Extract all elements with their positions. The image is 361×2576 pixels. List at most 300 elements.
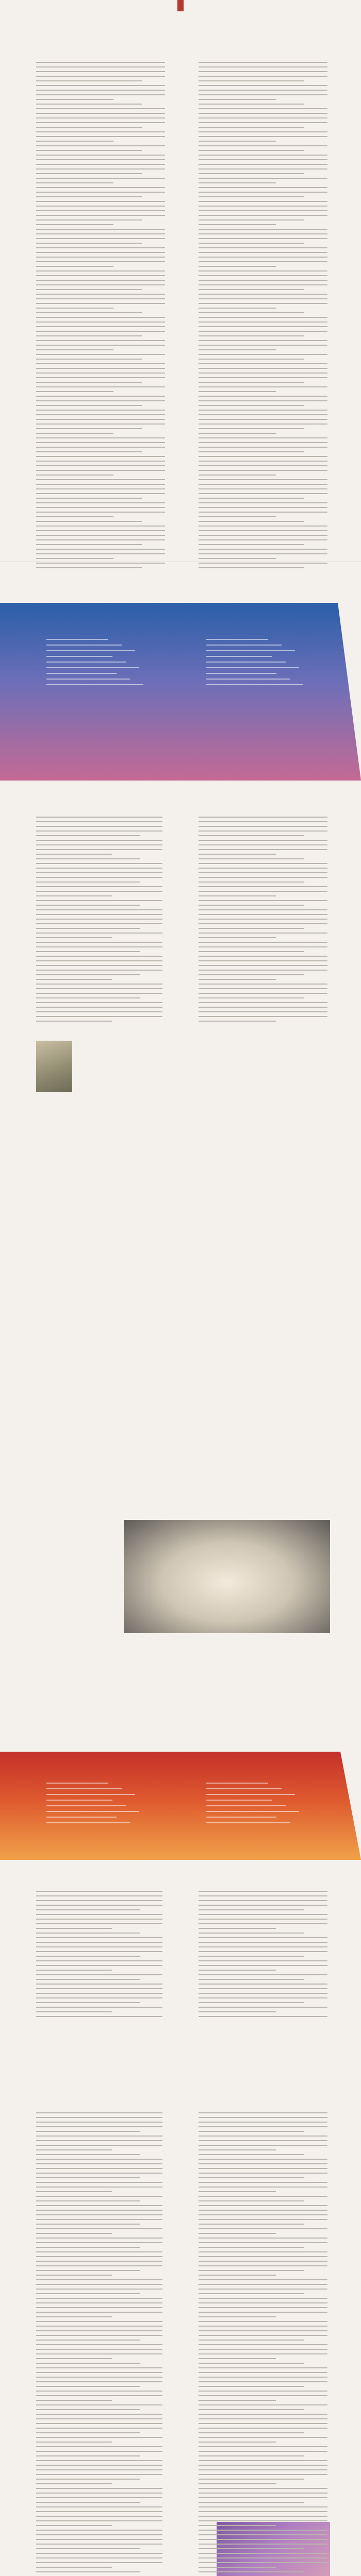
toc-line-placeholder (46, 645, 122, 646)
text-line-placeholder (199, 76, 327, 77)
text-line-placeholder (199, 2016, 327, 2017)
text-line-placeholder (36, 423, 165, 425)
text-line-placeholder (199, 567, 304, 568)
text-line-placeholder (36, 549, 165, 550)
text-line-placeholder (36, 2275, 112, 2276)
text-line-placeholder (36, 377, 165, 378)
text-line-placeholder (36, 437, 165, 438)
spread-1-left-column (36, 62, 165, 572)
text-line-placeholder (36, 85, 165, 86)
text-line-placeholder (36, 210, 165, 211)
text-line-placeholder (36, 474, 113, 476)
text-line-placeholder (36, 196, 142, 197)
text-line-placeholder (199, 1979, 304, 1980)
text-line-placeholder (36, 2200, 140, 2201)
text-line-placeholder (199, 488, 327, 489)
text-line-placeholder (199, 474, 276, 476)
text-line-placeholder (36, 108, 165, 109)
text-line-placeholder (36, 2131, 140, 2132)
text-line-placeholder (36, 942, 162, 943)
text-line-placeholder (36, 2428, 162, 2429)
text-line-placeholder (36, 456, 165, 457)
text-line-placeholder (199, 428, 304, 429)
text-line-placeholder (36, 1993, 162, 1994)
text-line-placeholder (199, 321, 327, 323)
text-line-placeholder (199, 997, 304, 998)
text-line-placeholder (36, 2502, 140, 2503)
text-line-placeholder (36, 224, 113, 225)
text-line-placeholder (36, 2140, 162, 2141)
text-line-placeholder (199, 2149, 276, 2150)
text-line-placeholder (199, 900, 327, 901)
text-line-placeholder (199, 2191, 276, 2192)
text-line-placeholder (199, 516, 276, 517)
text-line-placeholder (36, 465, 165, 466)
text-line-placeholder (36, 2187, 162, 2188)
text-line-placeholder (199, 2312, 327, 2313)
text-line-placeholder (199, 2340, 304, 2341)
text-line-placeholder (199, 2404, 327, 2405)
text-line-placeholder (36, 2316, 112, 2317)
text-line-placeholder (36, 858, 140, 859)
text-line-placeholder (199, 2187, 327, 2188)
text-line-placeholder (36, 308, 113, 309)
text-line-placeholder (36, 530, 165, 531)
text-line-placeholder (36, 80, 142, 81)
text-line-placeholder (36, 2126, 162, 2127)
toc-line-placeholder (46, 1788, 122, 1789)
toc-line-placeholder (46, 679, 130, 680)
text-line-placeholder (199, 405, 304, 406)
text-line-placeholder (36, 868, 162, 869)
text-line-placeholder (199, 99, 276, 100)
toc-line-placeholder (46, 650, 135, 651)
text-line-placeholder (36, 2423, 162, 2424)
text-line-placeholder (199, 965, 327, 966)
text-line-placeholder (36, 965, 162, 966)
text-line-placeholder (199, 886, 327, 887)
toc-line-placeholder (206, 639, 268, 640)
text-line-placeholder (199, 1984, 327, 1985)
text-line-placeholder (36, 2312, 162, 2313)
toc-line-placeholder (46, 656, 112, 657)
text-line-placeholder (199, 2219, 327, 2220)
text-line-placeholder (199, 479, 327, 480)
text-line-placeholder (36, 2233, 112, 2234)
text-line-placeholder (36, 2298, 162, 2299)
text-line-placeholder (36, 303, 165, 304)
text-line-placeholder (199, 484, 327, 485)
text-line-placeholder (199, 535, 327, 536)
toc-1-corner-cut (338, 603, 361, 781)
text-line-placeholder (36, 974, 140, 975)
toc-line-placeholder (46, 662, 126, 663)
text-line-placeholder (36, 372, 165, 374)
text-line-placeholder (36, 2344, 162, 2345)
text-line-placeholder (199, 2344, 327, 2345)
text-line-placeholder (36, 567, 142, 568)
text-line-placeholder (199, 400, 327, 401)
text-line-placeholder (199, 502, 327, 503)
text-line-placeholder (36, 2228, 162, 2229)
text-line-placeholder (199, 261, 327, 262)
text-line-placeholder (36, 187, 165, 188)
text-line-placeholder (199, 71, 327, 72)
text-line-placeholder (36, 970, 162, 971)
text-line-placeholder (199, 391, 276, 392)
text-line-placeholder (199, 2488, 327, 2489)
text-line-placeholder (199, 858, 304, 859)
text-line-placeholder (36, 368, 165, 369)
text-line-placeholder (36, 238, 165, 239)
text-line-placeholder (199, 247, 327, 248)
text-line-placeholder (199, 340, 327, 341)
text-line-placeholder (36, 261, 165, 262)
text-line-placeholder (199, 1011, 327, 1012)
text-line-placeholder (36, 2016, 162, 2017)
text-line-placeholder (36, 2191, 112, 2192)
text-line-placeholder (199, 363, 327, 364)
text-line-placeholder (36, 317, 165, 318)
toc-2-right-items (206, 1783, 309, 1828)
toc-line-placeholder (46, 1794, 135, 1795)
text-line-placeholder (36, 2391, 162, 2392)
text-line-placeholder (36, 563, 165, 564)
text-line-placeholder (199, 2479, 304, 2480)
text-line-placeholder (199, 2544, 327, 2545)
text-line-placeholder (36, 2238, 162, 2239)
text-line-placeholder (199, 298, 327, 299)
text-line-placeholder (36, 2571, 140, 2572)
text-line-placeholder (36, 1937, 162, 1938)
text-line-placeholder (199, 90, 327, 91)
text-line-placeholder (36, 266, 113, 267)
text-line-placeholder (199, 498, 304, 499)
text-line-placeholder (199, 345, 327, 346)
top-accent-marker (177, 0, 184, 11)
text-line-placeholder (36, 821, 162, 822)
text-line-placeholder (199, 2363, 304, 2364)
text-line-placeholder (199, 308, 276, 309)
text-line-placeholder (199, 553, 327, 554)
text-line-placeholder (36, 2442, 112, 2443)
text-line-placeholder (36, 396, 165, 397)
text-line-placeholder (36, 215, 165, 216)
text-line-placeholder (199, 2391, 327, 2392)
text-line-placeholder (36, 1960, 162, 1961)
text-line-placeholder (199, 544, 304, 545)
text-line-placeholder (36, 1900, 162, 1901)
spread-2-left-column (36, 817, 162, 1025)
text-line-placeholder (36, 1997, 162, 1998)
text-line-placeholder (36, 933, 162, 934)
text-line-placeholder (36, 2256, 162, 2257)
text-line-placeholder (36, 1984, 162, 1985)
text-line-placeholder (199, 2506, 327, 2507)
text-line-placeholder (199, 2562, 327, 2563)
text-line-placeholder (199, 1909, 304, 1910)
text-line-placeholder (36, 984, 162, 985)
text-line-placeholder (36, 62, 165, 63)
text-line-placeholder (199, 1919, 327, 1920)
text-line-placeholder (199, 2284, 327, 2285)
text-line-placeholder (36, 247, 165, 248)
text-line-placeholder (199, 423, 327, 425)
text-line-placeholder (199, 386, 327, 387)
text-line-placeholder (36, 914, 162, 915)
text-line-placeholder (199, 451, 304, 452)
text-line-placeholder (36, 2525, 112, 2526)
text-line-placeholder (36, 1007, 162, 1008)
text-line-placeholder (199, 2131, 304, 2132)
text-line-placeholder (36, 461, 165, 462)
text-line-placeholder (199, 919, 327, 920)
text-line-placeholder (36, 219, 142, 221)
text-line-placeholder (199, 2358, 276, 2359)
text-line-placeholder (199, 117, 327, 118)
text-line-placeholder (199, 914, 327, 915)
text-line-placeholder (199, 2238, 327, 2239)
text-line-placeholder (36, 928, 140, 929)
text-line-placeholder (36, 1923, 162, 1924)
text-line-placeholder (199, 2432, 304, 2433)
text-line-placeholder (36, 2210, 162, 2211)
text-line-placeholder (36, 2520, 162, 2521)
text-line-placeholder (199, 493, 327, 494)
text-line-placeholder (199, 979, 276, 980)
text-line-placeholder (36, 831, 162, 832)
text-line-placeholder (36, 1933, 140, 1934)
text-line-placeholder (36, 2196, 162, 2197)
text-line-placeholder (199, 2460, 327, 2461)
text-line-placeholder (36, 979, 112, 980)
text-line-placeholder (199, 1997, 327, 1998)
text-line-placeholder (199, 2307, 327, 2308)
text-line-placeholder (36, 2395, 162, 2396)
text-line-placeholder (199, 1942, 327, 1943)
text-line-placeholder (199, 2414, 327, 2415)
text-line-placeholder (36, 544, 142, 545)
text-line-placeholder (199, 2163, 327, 2164)
text-line-placeholder (199, 2520, 327, 2521)
text-line-placeholder (36, 521, 142, 522)
toc-line-placeholder (206, 656, 272, 657)
text-line-placeholder (199, 331, 327, 332)
text-line-placeholder (199, 1002, 327, 1003)
text-line-placeholder (36, 2483, 112, 2484)
text-line-placeholder (36, 2149, 112, 2150)
toc-line-placeholder (206, 684, 303, 685)
toc-line-placeholder (46, 1811, 139, 1812)
text-line-placeholder (36, 1965, 162, 1966)
text-line-placeholder (199, 2270, 304, 2271)
text-line-placeholder (199, 372, 327, 374)
text-line-placeholder (36, 192, 165, 193)
text-line-placeholder (199, 238, 327, 239)
text-line-placeholder (199, 127, 304, 128)
text-line-placeholder (36, 2451, 162, 2452)
text-line-placeholder (199, 1016, 327, 1017)
toc-panel-2 (0, 1752, 361, 1860)
text-line-placeholder (199, 1923, 327, 1924)
text-line-placeholder (36, 2511, 162, 2512)
text-line-placeholder (199, 1895, 327, 1896)
toc-line-placeholder (206, 1805, 286, 1806)
text-line-placeholder (36, 2497, 162, 2498)
text-line-placeholder (36, 905, 140, 906)
text-line-placeholder (36, 2261, 162, 2262)
text-line-placeholder (199, 993, 327, 994)
text-line-placeholder (36, 2293, 140, 2294)
text-line-placeholder (36, 2400, 112, 2401)
text-line-placeholder (36, 145, 165, 146)
text-line-placeholder (36, 488, 165, 489)
text-line-placeholder (36, 2145, 162, 2146)
text-line-placeholder (36, 2363, 140, 2364)
text-line-placeholder (36, 2136, 162, 2137)
text-line-placeholder (36, 844, 162, 845)
text-line-placeholder (199, 2400, 276, 2401)
text-line-placeholder (199, 2228, 327, 2229)
text-line-placeholder (199, 289, 304, 290)
text-line-placeholder (36, 882, 140, 883)
toc-line-placeholder (206, 673, 276, 674)
text-line-placeholder (36, 2159, 162, 2160)
text-line-placeholder (199, 317, 327, 318)
text-line-placeholder (36, 2386, 140, 2387)
text-line-placeholder (36, 2173, 162, 2174)
text-line-placeholder (199, 844, 327, 845)
text-line-placeholder (36, 558, 113, 559)
text-line-placeholder (36, 2270, 140, 2271)
text-line-placeholder (36, 359, 142, 360)
text-line-placeholder (199, 956, 327, 957)
text-line-placeholder (36, 155, 165, 156)
spread-1-right-column (199, 62, 327, 572)
text-line-placeholder (199, 465, 327, 466)
text-line-placeholder (199, 2182, 327, 2183)
text-line-placeholder (199, 2548, 304, 2549)
text-line-placeholder (36, 2265, 162, 2266)
text-line-placeholder (36, 2353, 162, 2354)
text-line-placeholder (36, 280, 165, 281)
text-line-placeholder (36, 136, 165, 137)
text-line-placeholder (36, 2488, 162, 2489)
text-line-placeholder (199, 891, 327, 892)
text-line-placeholder (199, 312, 304, 313)
text-line-placeholder (199, 104, 304, 105)
text-line-placeholder (36, 122, 165, 123)
text-line-placeholder (199, 1946, 327, 1947)
text-line-placeholder (199, 558, 276, 559)
text-line-placeholder (199, 2469, 327, 2470)
toc-line-placeholder (206, 1800, 272, 1801)
text-line-placeholder (36, 895, 112, 896)
text-line-placeholder (36, 960, 162, 961)
text-line-placeholder (36, 252, 165, 253)
text-line-placeholder (199, 155, 327, 156)
text-line-placeholder (36, 484, 165, 485)
text-line-placeholder (199, 2502, 304, 2503)
text-line-placeholder (199, 66, 327, 67)
text-line-placeholder (199, 826, 327, 827)
text-line-placeholder (36, 76, 165, 77)
toc-line-placeholder (46, 1822, 130, 1823)
text-line-placeholder (36, 164, 165, 165)
lower-decorative-text-left (36, 2112, 162, 2576)
text-line-placeholder (199, 2377, 327, 2378)
text-line-placeholder (36, 946, 162, 947)
text-line-placeholder (199, 206, 327, 207)
text-line-placeholder (36, 1970, 112, 1971)
text-line-placeholder (199, 1937, 327, 1938)
text-line-placeholder (199, 2326, 327, 2327)
text-line-placeholder (199, 923, 327, 924)
text-line-placeholder (199, 2173, 327, 2174)
text-line-placeholder (199, 122, 327, 123)
text-line-placeholder (199, 2567, 276, 2568)
text-line-placeholder (36, 2168, 162, 2169)
text-line-placeholder (199, 563, 327, 564)
text-line-placeholder (199, 821, 327, 822)
text-line-placeholder (36, 2479, 140, 2480)
text-line-placeholder (36, 1988, 162, 1989)
text-line-placeholder (199, 951, 304, 952)
text-line-placeholder (36, 2302, 162, 2303)
text-line-placeholder (199, 303, 327, 304)
large-photo (124, 1520, 330, 1633)
text-line-placeholder (199, 2011, 276, 2012)
text-line-placeholder (36, 117, 165, 118)
text-line-placeholder (199, 470, 327, 471)
text-line-placeholder (36, 233, 165, 234)
text-line-placeholder (199, 2140, 327, 2141)
text-line-placeholder (36, 502, 165, 503)
text-line-placeholder (36, 2340, 140, 2341)
text-line-placeholder (36, 2279, 162, 2280)
text-line-placeholder (36, 2567, 112, 2568)
text-line-placeholder (36, 363, 165, 364)
text-line-placeholder (199, 895, 276, 896)
text-line-placeholder (36, 840, 162, 841)
text-line-placeholder (199, 284, 327, 285)
text-line-placeholder (199, 1988, 327, 1989)
text-line-placeholder (199, 2571, 304, 2572)
text-line-placeholder (199, 937, 276, 938)
text-line-placeholder (199, 80, 304, 81)
text-line-placeholder (199, 2349, 327, 2350)
text-line-placeholder (36, 891, 162, 892)
text-line-placeholder (199, 2557, 327, 2558)
text-line-placeholder (199, 182, 276, 183)
text-line-placeholder (36, 447, 165, 448)
text-line-placeholder (36, 2289, 162, 2290)
text-line-placeholder (199, 187, 327, 188)
text-line-placeholder (36, 2418, 162, 2419)
text-line-placeholder (199, 2154, 304, 2155)
text-line-placeholder (199, 168, 327, 170)
text-line-placeholder (199, 447, 327, 448)
text-line-placeholder (199, 2409, 304, 2410)
text-line-placeholder (36, 289, 142, 290)
spread-2 (0, 796, 361, 1012)
text-line-placeholder (199, 2335, 327, 2336)
text-line-placeholder (199, 178, 327, 179)
text-line-placeholder (36, 419, 165, 420)
text-line-placeholder (36, 553, 165, 554)
text-line-placeholder (199, 2465, 327, 2466)
text-line-placeholder (36, 275, 165, 276)
